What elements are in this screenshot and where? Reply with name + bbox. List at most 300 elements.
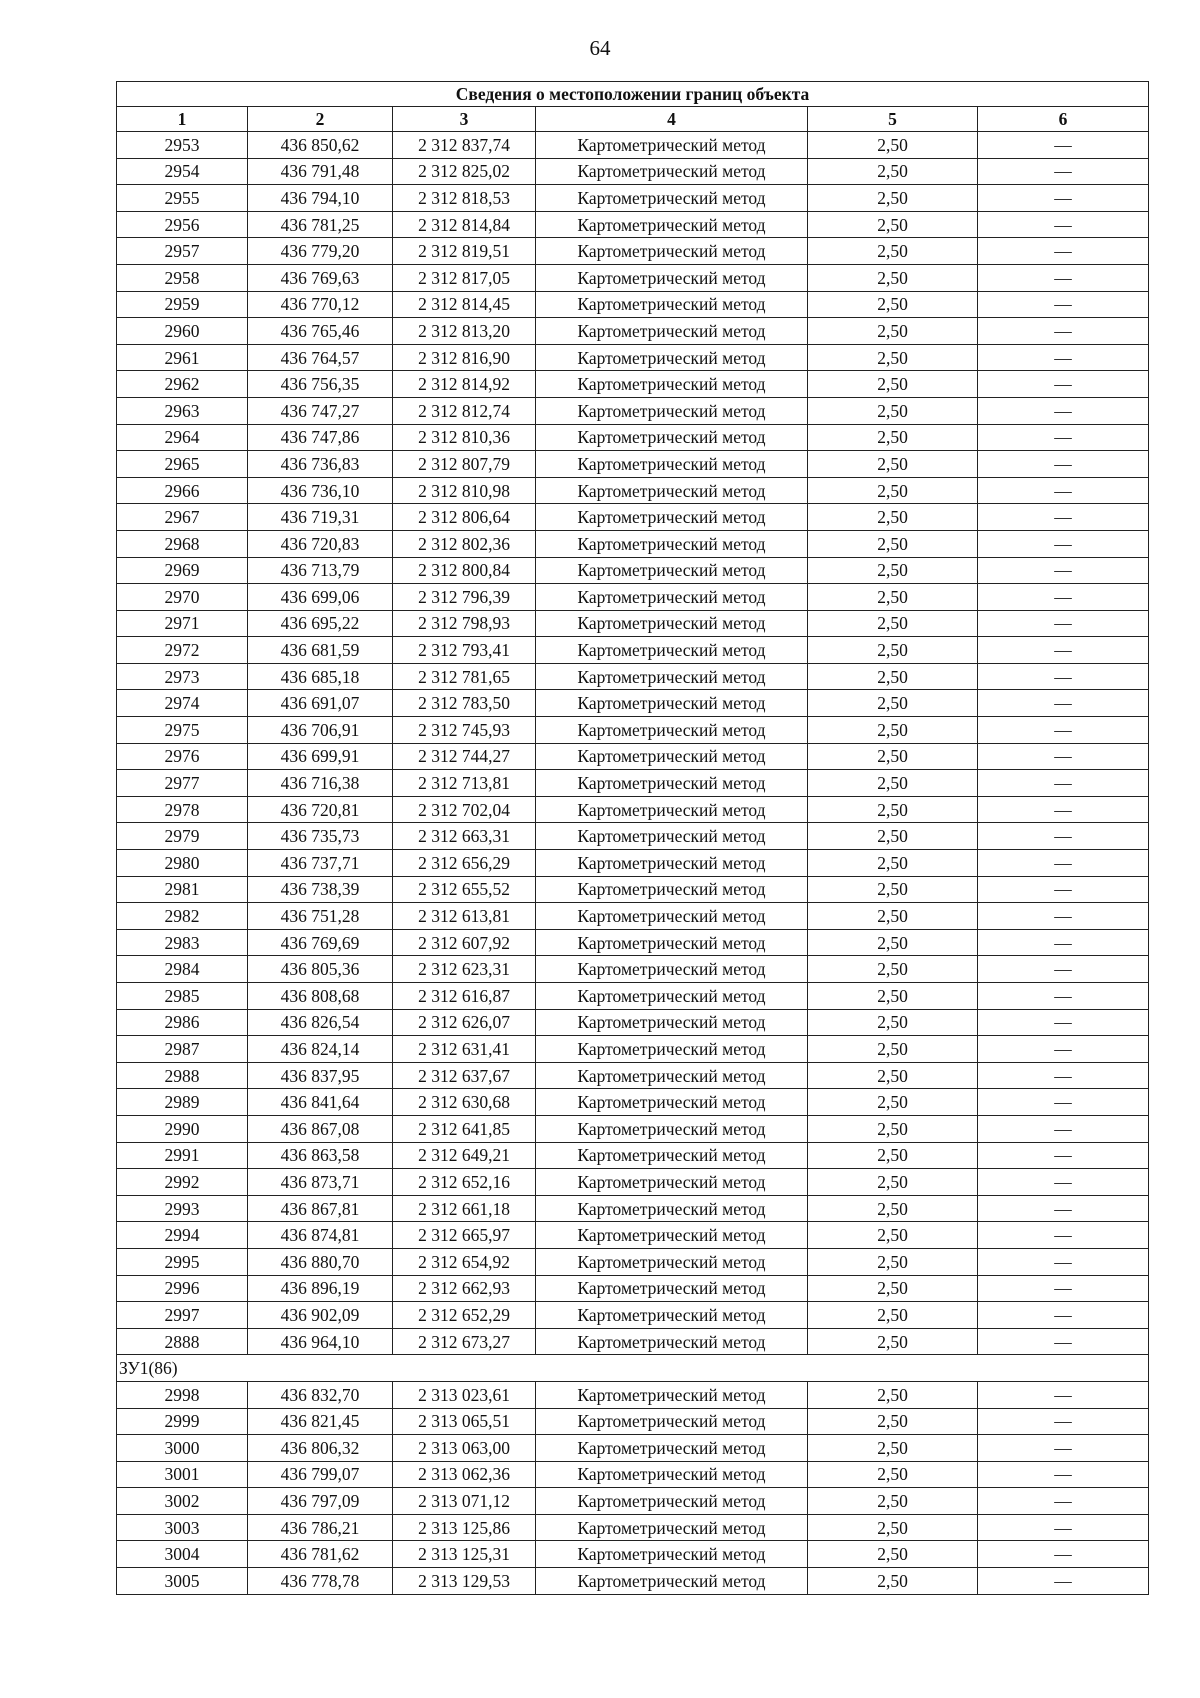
table-row bbox=[117, 132, 1149, 159]
x-coordinate-cell: 436 720,81 bbox=[248, 796, 393, 823]
x-coordinate-cell: 436 964,10 bbox=[248, 1328, 393, 1355]
x-coordinate-cell: 436 850,62 bbox=[248, 132, 393, 159]
method-cell: Картометрический метод bbox=[536, 318, 808, 345]
table-row bbox=[117, 451, 1149, 478]
table-row bbox=[117, 1222, 1149, 1249]
point-number-cell: 2983 bbox=[117, 929, 248, 956]
accuracy-cell: 2,50 bbox=[808, 1568, 978, 1595]
table-row bbox=[117, 211, 1149, 238]
point-number-cell: 2954 bbox=[117, 158, 248, 185]
table-row bbox=[117, 796, 1149, 823]
x-coordinate-cell: 436 720,83 bbox=[248, 530, 393, 557]
y-coordinate-cell: 2 312 796,39 bbox=[393, 584, 536, 611]
description-cell: — bbox=[978, 424, 1149, 451]
method-cell: Картометрический метод bbox=[536, 903, 808, 930]
table-row bbox=[117, 637, 1149, 664]
table-row bbox=[117, 1275, 1149, 1302]
x-coordinate-cell: 436 736,10 bbox=[248, 477, 393, 504]
x-coordinate-cell: 436 806,32 bbox=[248, 1435, 393, 1462]
y-coordinate-cell: 2 312 816,90 bbox=[393, 344, 536, 371]
accuracy-cell: 2,50 bbox=[808, 743, 978, 770]
point-number-cell: 3000 bbox=[117, 1435, 248, 1462]
method-cell: Картометрический метод bbox=[536, 397, 808, 424]
accuracy-cell: 2,50 bbox=[808, 451, 978, 478]
y-coordinate-cell: 2 312 607,92 bbox=[393, 929, 536, 956]
y-coordinate-cell: 2 312 673,27 bbox=[393, 1328, 536, 1355]
y-coordinate-cell: 2 313 129,53 bbox=[393, 1568, 536, 1595]
x-coordinate-cell: 436 719,31 bbox=[248, 504, 393, 531]
method-cell: Картометрический метод bbox=[536, 876, 808, 903]
y-coordinate-cell: 2 313 062,36 bbox=[393, 1461, 536, 1488]
boundary-coordinates-table bbox=[116, 81, 1149, 1595]
point-number-cell: 2961 bbox=[117, 344, 248, 371]
accuracy-cell: 2,50 bbox=[808, 344, 978, 371]
table-row bbox=[117, 690, 1149, 717]
y-coordinate-cell: 2 312 814,45 bbox=[393, 291, 536, 318]
x-coordinate-cell: 436 747,27 bbox=[248, 397, 393, 424]
method-cell: Картометрический метод bbox=[536, 238, 808, 265]
point-number-cell: 3003 bbox=[117, 1514, 248, 1541]
x-coordinate-cell: 436 716,38 bbox=[248, 770, 393, 797]
y-coordinate-cell: 2 312 616,87 bbox=[393, 983, 536, 1010]
y-coordinate-cell: 2 312 649,21 bbox=[393, 1142, 536, 1169]
method-cell: Картометрический метод bbox=[536, 1115, 808, 1142]
description-cell: — bbox=[978, 1328, 1149, 1355]
x-coordinate-cell: 436 808,68 bbox=[248, 983, 393, 1010]
y-coordinate-cell: 2 312 655,52 bbox=[393, 876, 536, 903]
accuracy-cell: 2,50 bbox=[808, 1275, 978, 1302]
point-number-cell: 2988 bbox=[117, 1062, 248, 1089]
table-row bbox=[117, 1568, 1149, 1595]
y-coordinate-cell: 2 312 665,97 bbox=[393, 1222, 536, 1249]
description-cell: — bbox=[978, 211, 1149, 238]
accuracy-cell: 2,50 bbox=[808, 1089, 978, 1116]
table-row bbox=[117, 717, 1149, 744]
table-title: Сведения о местоположении границ объекта bbox=[117, 82, 1149, 107]
accuracy-cell: 2,50 bbox=[808, 1514, 978, 1541]
x-coordinate-cell: 436 681,59 bbox=[248, 637, 393, 664]
x-coordinate-cell: 436 736,83 bbox=[248, 451, 393, 478]
table-row bbox=[117, 1461, 1149, 1488]
method-cell: Картометрический метод bbox=[536, 1142, 808, 1169]
description-cell: — bbox=[978, 903, 1149, 930]
method-cell: Картометрический метод bbox=[536, 743, 808, 770]
description-cell: — bbox=[978, 690, 1149, 717]
point-number-cell: 2989 bbox=[117, 1089, 248, 1116]
point-number-cell: 3004 bbox=[117, 1541, 248, 1568]
x-coordinate-cell: 436 867,08 bbox=[248, 1115, 393, 1142]
accuracy-cell: 2,50 bbox=[808, 1488, 978, 1515]
point-number-cell: 2981 bbox=[117, 876, 248, 903]
y-coordinate-cell: 2 312 662,93 bbox=[393, 1275, 536, 1302]
description-cell: — bbox=[978, 743, 1149, 770]
method-cell: Картометрический метод bbox=[536, 504, 808, 531]
method-cell: Картометрический метод bbox=[536, 1514, 808, 1541]
accuracy-cell: 2,50 bbox=[808, 717, 978, 744]
method-cell: Картометрический метод bbox=[536, 770, 808, 797]
accuracy-cell: 2,50 bbox=[808, 291, 978, 318]
y-coordinate-cell: 2 312 814,92 bbox=[393, 371, 536, 398]
description-cell: — bbox=[978, 1248, 1149, 1275]
method-cell: Картометрический метод bbox=[536, 344, 808, 371]
accuracy-cell: 2,50 bbox=[808, 1435, 978, 1462]
description-cell: — bbox=[978, 876, 1149, 903]
table-row bbox=[117, 1062, 1149, 1089]
y-coordinate-cell: 2 312 702,04 bbox=[393, 796, 536, 823]
y-coordinate-cell: 2 312 623,31 bbox=[393, 956, 536, 983]
point-number-cell: 2990 bbox=[117, 1115, 248, 1142]
y-coordinate-cell: 2 312 818,53 bbox=[393, 185, 536, 212]
y-coordinate-cell: 2 312 817,05 bbox=[393, 264, 536, 291]
description-cell: — bbox=[978, 530, 1149, 557]
y-coordinate-cell: 2 312 661,18 bbox=[393, 1195, 536, 1222]
table-row bbox=[117, 1488, 1149, 1515]
table-row bbox=[117, 530, 1149, 557]
table-row bbox=[117, 929, 1149, 956]
table-row bbox=[117, 371, 1149, 398]
point-number-cell: 2957 bbox=[117, 238, 248, 265]
description-cell: — bbox=[978, 1514, 1149, 1541]
table-row bbox=[117, 1381, 1149, 1408]
point-number-cell: 2987 bbox=[117, 1036, 248, 1063]
point-number-cell: 2998 bbox=[117, 1381, 248, 1408]
accuracy-cell: 2,50 bbox=[808, 185, 978, 212]
description-cell: — bbox=[978, 1036, 1149, 1063]
column-header: 5 bbox=[808, 107, 978, 132]
y-coordinate-cell: 2 312 652,16 bbox=[393, 1169, 536, 1196]
method-cell: Картометрический метод bbox=[536, 1062, 808, 1089]
point-number-cell: 2975 bbox=[117, 717, 248, 744]
method-cell: Картометрический метод bbox=[536, 477, 808, 504]
point-number-cell: 2972 bbox=[117, 637, 248, 664]
accuracy-cell: 2,50 bbox=[808, 1541, 978, 1568]
method-cell: Картометрический метод bbox=[536, 1302, 808, 1329]
y-coordinate-cell: 2 313 125,86 bbox=[393, 1514, 536, 1541]
x-coordinate-cell: 436 794,10 bbox=[248, 185, 393, 212]
description-cell: — bbox=[978, 850, 1149, 877]
accuracy-cell: 2,50 bbox=[808, 238, 978, 265]
point-number-cell: 2964 bbox=[117, 424, 248, 451]
description-cell: — bbox=[978, 1408, 1149, 1435]
description-cell: — bbox=[978, 610, 1149, 637]
description-cell: — bbox=[978, 637, 1149, 664]
column-header: 4 bbox=[536, 107, 808, 132]
method-cell: Картометрический метод bbox=[536, 983, 808, 1010]
table-row bbox=[117, 584, 1149, 611]
x-coordinate-cell: 436 873,71 bbox=[248, 1169, 393, 1196]
method-cell: Картометрический метод bbox=[536, 1488, 808, 1515]
description-cell: — bbox=[978, 1222, 1149, 1249]
x-coordinate-cell: 436 778,78 bbox=[248, 1568, 393, 1595]
table-row bbox=[117, 850, 1149, 877]
point-number-cell: 2970 bbox=[117, 584, 248, 611]
x-coordinate-cell: 436 685,18 bbox=[248, 663, 393, 690]
method-cell: Картометрический метод bbox=[536, 1169, 808, 1196]
y-coordinate-cell: 2 312 800,84 bbox=[393, 557, 536, 584]
method-cell: Картометрический метод bbox=[536, 850, 808, 877]
method-cell: Картометрический метод bbox=[536, 823, 808, 850]
y-coordinate-cell: 2 312 810,98 bbox=[393, 477, 536, 504]
x-coordinate-cell: 436 756,35 bbox=[248, 371, 393, 398]
method-cell: Картометрический метод bbox=[536, 1328, 808, 1355]
table-row bbox=[117, 291, 1149, 318]
table-row bbox=[117, 424, 1149, 451]
description-cell: — bbox=[978, 1541, 1149, 1568]
table-row bbox=[117, 557, 1149, 584]
y-coordinate-cell: 2 312 793,41 bbox=[393, 637, 536, 664]
accuracy-cell: 2,50 bbox=[808, 211, 978, 238]
table-row bbox=[117, 1541, 1149, 1568]
table-row bbox=[117, 1089, 1149, 1116]
point-number-cell: 2980 bbox=[117, 850, 248, 877]
description-cell: — bbox=[978, 477, 1149, 504]
point-number-cell: 2999 bbox=[117, 1408, 248, 1435]
accuracy-cell: 2,50 bbox=[808, 1408, 978, 1435]
x-coordinate-cell: 436 713,79 bbox=[248, 557, 393, 584]
y-coordinate-cell: 2 312 812,74 bbox=[393, 397, 536, 424]
x-coordinate-cell: 436 691,07 bbox=[248, 690, 393, 717]
point-number-cell: 2955 bbox=[117, 185, 248, 212]
table-row bbox=[117, 1328, 1149, 1355]
method-cell: Картометрический метод bbox=[536, 690, 808, 717]
point-number-cell: 2977 bbox=[117, 770, 248, 797]
table-row bbox=[117, 1435, 1149, 1462]
y-coordinate-cell: 2 313 071,12 bbox=[393, 1488, 536, 1515]
table-row bbox=[117, 344, 1149, 371]
column-header: 1 bbox=[117, 107, 248, 132]
accuracy-cell: 2,50 bbox=[808, 584, 978, 611]
x-coordinate-cell: 436 770,12 bbox=[248, 291, 393, 318]
point-number-cell: 2992 bbox=[117, 1169, 248, 1196]
description-cell: — bbox=[978, 584, 1149, 611]
description-cell: — bbox=[978, 1062, 1149, 1089]
description-cell: — bbox=[978, 158, 1149, 185]
table-row bbox=[117, 477, 1149, 504]
y-coordinate-cell: 2 312 637,67 bbox=[393, 1062, 536, 1089]
accuracy-cell: 2,50 bbox=[808, 264, 978, 291]
point-number-cell: 3002 bbox=[117, 1488, 248, 1515]
point-number-cell: 2953 bbox=[117, 132, 248, 159]
x-coordinate-cell: 436 738,39 bbox=[248, 876, 393, 903]
y-coordinate-cell: 2 312 654,92 bbox=[393, 1248, 536, 1275]
x-coordinate-cell: 436 786,21 bbox=[248, 1514, 393, 1541]
description-cell: — bbox=[978, 557, 1149, 584]
x-coordinate-cell: 436 769,63 bbox=[248, 264, 393, 291]
point-number-cell: 2995 bbox=[117, 1248, 248, 1275]
y-coordinate-cell: 2 312 813,20 bbox=[393, 318, 536, 345]
x-coordinate-cell: 436 902,09 bbox=[248, 1302, 393, 1329]
table-row bbox=[117, 610, 1149, 637]
point-number-cell: 2968 bbox=[117, 530, 248, 557]
description-cell: — bbox=[978, 929, 1149, 956]
column-header: 6 bbox=[978, 107, 1149, 132]
method-cell: Картометрический метод bbox=[536, 530, 808, 557]
x-coordinate-cell: 436 735,73 bbox=[248, 823, 393, 850]
method-cell: Картометрический метод bbox=[536, 1381, 808, 1408]
x-coordinate-cell: 436 896,19 bbox=[248, 1275, 393, 1302]
y-coordinate-cell: 2 312 630,68 bbox=[393, 1089, 536, 1116]
accuracy-cell: 2,50 bbox=[808, 557, 978, 584]
point-number-cell: 2974 bbox=[117, 690, 248, 717]
x-coordinate-cell: 436 826,54 bbox=[248, 1009, 393, 1036]
table-row bbox=[117, 1302, 1149, 1329]
x-coordinate-cell: 436 781,25 bbox=[248, 211, 393, 238]
point-number-cell: 2959 bbox=[117, 291, 248, 318]
table-row bbox=[117, 903, 1149, 930]
x-coordinate-cell: 436 751,28 bbox=[248, 903, 393, 930]
method-cell: Картометрический метод bbox=[536, 1568, 808, 1595]
point-number-cell: 2994 bbox=[117, 1222, 248, 1249]
y-coordinate-cell: 2 312 613,81 bbox=[393, 903, 536, 930]
accuracy-cell: 2,50 bbox=[808, 504, 978, 531]
column-header: 3 bbox=[393, 107, 536, 132]
description-cell: — bbox=[978, 1115, 1149, 1142]
method-cell: Картометрический метод bbox=[536, 796, 808, 823]
accuracy-cell: 2,50 bbox=[808, 690, 978, 717]
description-cell: — bbox=[978, 291, 1149, 318]
description-cell: — bbox=[978, 983, 1149, 1010]
x-coordinate-cell: 436 799,07 bbox=[248, 1461, 393, 1488]
point-number-cell: 2986 bbox=[117, 1009, 248, 1036]
point-number-cell: 2966 bbox=[117, 477, 248, 504]
table-row bbox=[117, 743, 1149, 770]
x-coordinate-cell: 436 863,58 bbox=[248, 1142, 393, 1169]
accuracy-cell: 2,50 bbox=[808, 158, 978, 185]
point-number-cell: 2962 bbox=[117, 371, 248, 398]
point-number-cell: 2973 bbox=[117, 663, 248, 690]
table-row bbox=[117, 1036, 1149, 1063]
table-row bbox=[117, 1408, 1149, 1435]
table-row bbox=[117, 1195, 1149, 1222]
y-coordinate-cell: 2 312 837,74 bbox=[393, 132, 536, 159]
table-row bbox=[117, 956, 1149, 983]
y-coordinate-cell: 2 312 806,64 bbox=[393, 504, 536, 531]
point-number-cell: 2984 bbox=[117, 956, 248, 983]
method-cell: Картометрический метод bbox=[536, 717, 808, 744]
y-coordinate-cell: 2 312 713,81 bbox=[393, 770, 536, 797]
method-cell: Картометрический метод bbox=[536, 371, 808, 398]
accuracy-cell: 2,50 bbox=[808, 530, 978, 557]
x-coordinate-cell: 436 837,95 bbox=[248, 1062, 393, 1089]
point-number-cell: 2993 bbox=[117, 1195, 248, 1222]
column-header: 2 bbox=[248, 107, 393, 132]
description-cell: — bbox=[978, 1568, 1149, 1595]
x-coordinate-cell: 436 832,70 bbox=[248, 1381, 393, 1408]
y-coordinate-cell: 2 313 125,31 bbox=[393, 1541, 536, 1568]
x-coordinate-cell: 436 824,14 bbox=[248, 1036, 393, 1063]
table-row bbox=[117, 770, 1149, 797]
x-coordinate-cell: 436 737,71 bbox=[248, 850, 393, 877]
y-coordinate-cell: 2 312 744,27 bbox=[393, 743, 536, 770]
table-row bbox=[117, 185, 1149, 212]
x-coordinate-cell: 436 805,36 bbox=[248, 956, 393, 983]
y-coordinate-cell: 2 312 631,41 bbox=[393, 1036, 536, 1063]
accuracy-cell: 2,50 bbox=[808, 132, 978, 159]
accuracy-cell: 2,50 bbox=[808, 424, 978, 451]
point-number-cell: 2956 bbox=[117, 211, 248, 238]
description-cell: — bbox=[978, 185, 1149, 212]
method-cell: Картометрический метод bbox=[536, 451, 808, 478]
y-coordinate-cell: 2 312 798,93 bbox=[393, 610, 536, 637]
method-cell: Картометрический метод bbox=[536, 584, 808, 611]
method-cell: Картометрический метод bbox=[536, 929, 808, 956]
y-coordinate-cell: 2 312 807,79 bbox=[393, 451, 536, 478]
accuracy-cell: 2,50 bbox=[808, 663, 978, 690]
accuracy-cell: 2,50 bbox=[808, 823, 978, 850]
description-cell: — bbox=[978, 132, 1149, 159]
description-cell: — bbox=[978, 796, 1149, 823]
accuracy-cell: 2,50 bbox=[808, 371, 978, 398]
accuracy-cell: 2,50 bbox=[808, 477, 978, 504]
accuracy-cell: 2,50 bbox=[808, 956, 978, 983]
table-row bbox=[117, 504, 1149, 531]
point-number-cell: 3001 bbox=[117, 1461, 248, 1488]
y-coordinate-cell: 2 312 783,50 bbox=[393, 690, 536, 717]
accuracy-cell: 2,50 bbox=[808, 397, 978, 424]
description-cell: — bbox=[978, 1488, 1149, 1515]
method-cell: Картометрический метод bbox=[536, 1222, 808, 1249]
description-cell: — bbox=[978, 770, 1149, 797]
point-number-cell: 2996 bbox=[117, 1275, 248, 1302]
point-number-cell: 2967 bbox=[117, 504, 248, 531]
y-coordinate-cell: 2 312 626,07 bbox=[393, 1009, 536, 1036]
method-cell: Картометрический метод bbox=[536, 1435, 808, 1462]
method-cell: Картометрический метод bbox=[536, 956, 808, 983]
table-row bbox=[117, 1142, 1149, 1169]
y-coordinate-cell: 2 312 825,02 bbox=[393, 158, 536, 185]
accuracy-cell: 2,50 bbox=[808, 1115, 978, 1142]
x-coordinate-cell: 436 821,45 bbox=[248, 1408, 393, 1435]
accuracy-cell: 2,50 bbox=[808, 1062, 978, 1089]
x-coordinate-cell: 436 769,69 bbox=[248, 929, 393, 956]
point-number-cell: 2958 bbox=[117, 264, 248, 291]
accuracy-cell: 2,50 bbox=[808, 770, 978, 797]
method-cell: Картометрический метод bbox=[536, 1408, 808, 1435]
description-cell: — bbox=[978, 397, 1149, 424]
method-cell: Картометрический метод bbox=[536, 185, 808, 212]
section-label: ЗУ1(86) bbox=[117, 1355, 1149, 1382]
description-cell: — bbox=[978, 371, 1149, 398]
description-cell: — bbox=[978, 344, 1149, 371]
x-coordinate-cell: 436 841,64 bbox=[248, 1089, 393, 1116]
point-number-cell: 2976 bbox=[117, 743, 248, 770]
method-cell: Картометрический метод bbox=[536, 663, 808, 690]
method-cell: Картометрический метод bbox=[536, 158, 808, 185]
method-cell: Картометрический метод bbox=[536, 1541, 808, 1568]
accuracy-cell: 2,50 bbox=[808, 1142, 978, 1169]
method-cell: Картометрический метод bbox=[536, 424, 808, 451]
description-cell: — bbox=[978, 717, 1149, 744]
point-number-cell: 2965 bbox=[117, 451, 248, 478]
point-number-cell: 2982 bbox=[117, 903, 248, 930]
point-number-cell: 2991 bbox=[117, 1142, 248, 1169]
method-cell: Картометрический метод bbox=[536, 1089, 808, 1116]
x-coordinate-cell: 436 747,86 bbox=[248, 424, 393, 451]
description-cell: — bbox=[978, 1009, 1149, 1036]
method-cell: Картометрический метод bbox=[536, 264, 808, 291]
method-cell: Картометрический метод bbox=[536, 1248, 808, 1275]
description-cell: — bbox=[978, 1275, 1149, 1302]
table-row bbox=[117, 876, 1149, 903]
description-cell: — bbox=[978, 663, 1149, 690]
point-number-cell: 2888 bbox=[117, 1328, 248, 1355]
y-coordinate-cell: 2 313 023,61 bbox=[393, 1381, 536, 1408]
method-cell: Картометрический метод bbox=[536, 1195, 808, 1222]
x-coordinate-cell: 436 699,91 bbox=[248, 743, 393, 770]
table-body bbox=[117, 132, 1149, 1595]
table-row bbox=[117, 823, 1149, 850]
description-cell: — bbox=[978, 504, 1149, 531]
